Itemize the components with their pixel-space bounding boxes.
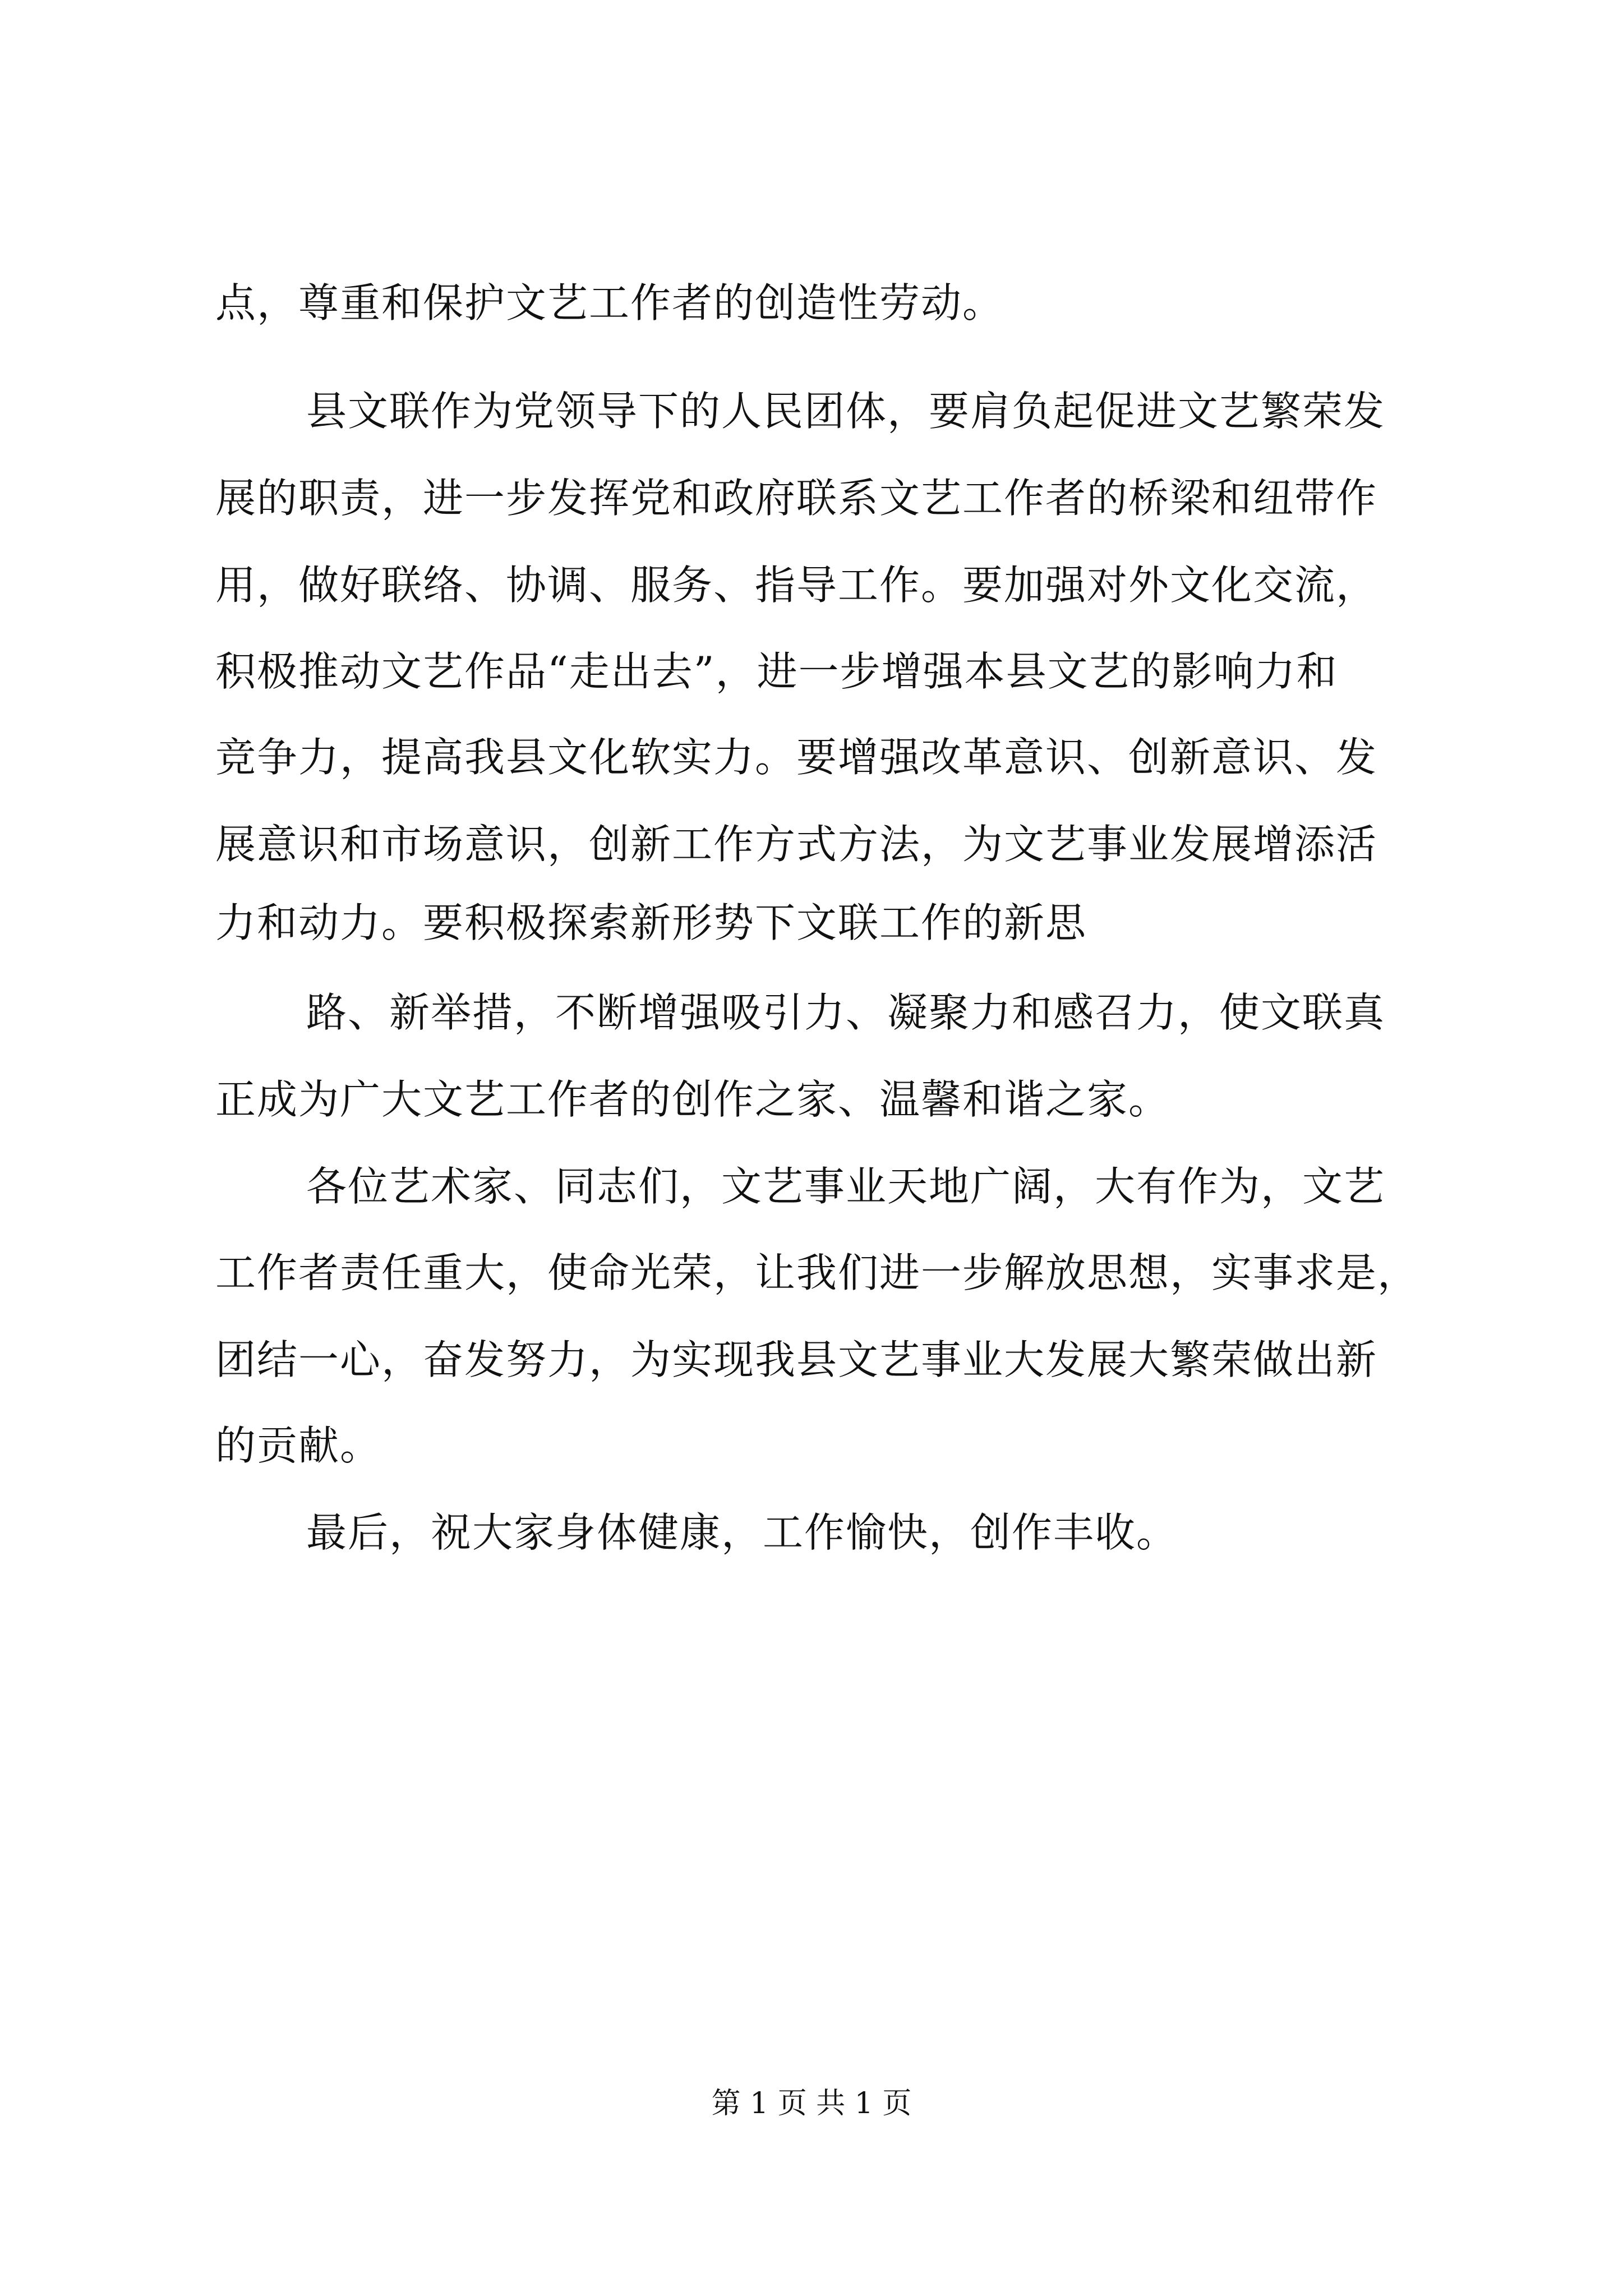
text-line: 的贡献。: [215, 1422, 382, 1469]
page-number-footer: 第 1 页 共 1 页: [711, 2087, 912, 2120]
text-line: 竞争力，提高我县文化软实力。要增强改革意识、创新意识、发: [215, 734, 1378, 781]
text-line: 团结一心，奋发努力，为实现我县文艺事业大发展大繁荣做出新: [215, 1336, 1378, 1383]
text-line: 点，尊重和保护文艺工作者的创造性劳动。: [215, 279, 1004, 326]
text-line: 工作者责任重大，使命光荣，让我们进一步解放思想，实事求是，: [215, 1249, 1419, 1296]
text-line: 展的职责，进一步发挥党和政府联系文艺工作者的桥梁和纽带作: [215, 475, 1378, 522]
paragraph-first-line: 县文联作为党领导下的人民团体，要肩负起促进文艺繁荣发: [306, 388, 1386, 435]
text-line: 正成为广大文艺工作者的创作之家、温馨和谐之家。: [215, 1076, 1170, 1123]
text-line: 用，做好联络、协调、服务、指导工作。要加强对外文化交流，: [215, 562, 1378, 609]
text-line: 展意识和市场意识，创新工作方式方法，为文艺事业发展增添活: [215, 821, 1378, 868]
text-line: 力和动力。要积极探索新形势下文联工作的新思: [215, 899, 1087, 946]
text-line: 积极推动文艺作品“走出去”，进一步增强本县文艺的影响力和: [215, 648, 1338, 695]
paragraph-first-line: 路、新举措，不断增强吸引力、凝聚力和感召力，使文联真: [306, 989, 1386, 1036]
paragraph-first-line: 各位艺术家、同志们，文艺事业天地广阔，大有作为，文艺: [306, 1163, 1386, 1210]
paragraph-first-line: 最后，祝大家身体健康，工作愉快，创作丰收。: [306, 1509, 1178, 1556]
